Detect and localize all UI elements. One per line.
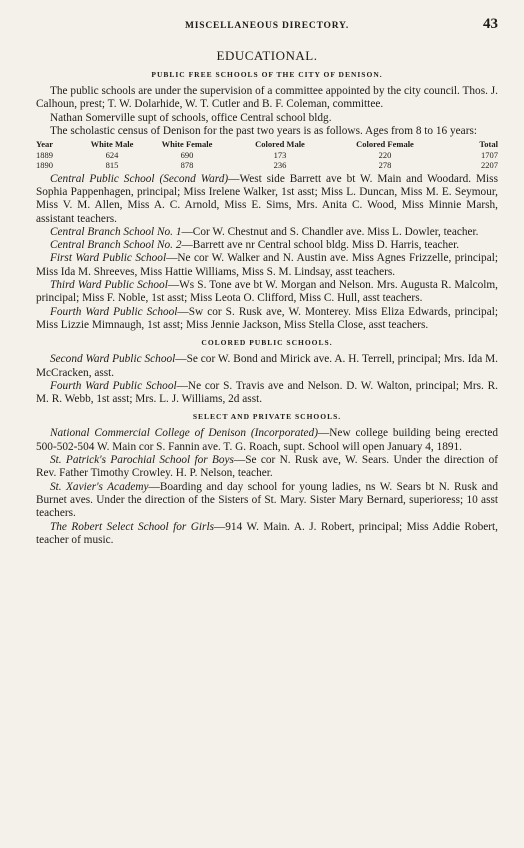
census-row — [36, 150, 498, 161]
school-name: Second Ward Public School — [50, 353, 176, 366]
census-header-white-female: White Female — [161, 139, 213, 150]
public-schools-intro: The public schools are under the supervision of a committee appointed by the city council. Thos. J. Calhoun, prest; T. W. Dolarhide, W. T. Cutler and B. F. Coleman, committee. — [36, 85, 498, 111]
school-entry — [36, 306, 498, 333]
school-details: —Boarding and day school for young ladies, ns W. Sears bt N. Rusk and Burnet aves. Under the direction of the Sisters of St. Mary. Sister Mary Bernard, superioress; 10 asst teachers. — [36, 480, 498, 520]
school-name: Central Public School (Second Ward) — [50, 172, 229, 185]
school-entry — [36, 239, 498, 252]
school-details: —Cor W. Chestnut and S. Chandler ave. Miss L. Dowler, teacher. — [181, 225, 479, 238]
census-cell: 1889 — [36, 149, 53, 160]
school-name: Central Branch School No. 1 — [50, 225, 182, 238]
school-details: —West side Barrett ave bt W. Main and Woodard. Miss Sophia Pappenhagen, principal; Miss Irelene Walker, 1st asst; Miss L. Duncan, Miss M. E. Seymour, Miss V. M. Allen, Miss A. C. Arnold, Miss E. Sims, Mrs. Anita C. Wood, Miss Minnie Marsh, assistant teachers. — [36, 172, 498, 225]
school-entry — [36, 427, 498, 454]
census-header-colored-female: Colored Female — [356, 139, 414, 150]
school-entry — [36, 481, 498, 521]
school-name: Third Ward Public School — [50, 279, 168, 292]
school-entry — [36, 380, 498, 407]
section-heading-private-schools: SELECT AND PRIVATE SCHOOLS. — [192, 412, 342, 422]
school-details: —New college building being erected 500-502-504 W. Main cor S. Fannin ave. T. G. Roach, supt. School will open January 4, 1891. — [36, 427, 498, 453]
school-name: St. Patrick's Parochial School for Boys — [50, 454, 234, 467]
school-details: —Ne cor W. Walker and N. Austin ave. Miss Agnes Frizzelle, principal; Miss Ida M. Shreeves, Miss Hattie Williams, Miss S. M. Lindsay, asst teachers. — [36, 252, 498, 278]
section-heading-colored-schools: COLORED PUBLIC SCHOOLS. — [201, 338, 333, 348]
school-name: Fourth Ward Public School — [50, 305, 178, 318]
school-details: —Se cor W. Bond and Mirick ave. A. H. Terrell, principal; Mrs. Ida M. McCracken, asst. — [36, 353, 499, 379]
census-header-row — [36, 139, 498, 150]
school-name: First Ward Public School — [50, 252, 167, 265]
school-name: National Commercial College of Denison (Incorporated) — [50, 427, 318, 440]
school-name: The Robert Select School for Girls — [50, 520, 214, 533]
census-header-colored-male: Colored Male — [255, 139, 305, 150]
school-name: Central Branch School No. 2 — [50, 239, 182, 252]
census-header-white-male: White Male — [90, 139, 134, 150]
census-cell: 220 — [378, 149, 392, 160]
census-cell: 2207 — [481, 160, 498, 171]
census-cell: 815 — [105, 160, 119, 171]
school-entry — [36, 226, 498, 239]
running-title: MISCELLANEOUS DIRECTORY. — [184, 21, 350, 31]
section-heading-public-schools: PUBLIC FREE SCHOOLS OF THE CITY OF DENISON. — [151, 70, 383, 79]
school-details: —Ne cor S. Travis ave and Nelson. D. W. Walton, principal; Mrs. R. M. R. Webb, 1st asst; Mrs. L. J. Williams, 2d asst. — [36, 379, 498, 406]
census-table — [36, 139, 498, 171]
census-intro: The scholastic census of Denison for the past two years is as follows. Ages from 8 to 16 years: — [50, 124, 477, 137]
census-cell: 1707 — [481, 149, 498, 160]
census-cell: 278 — [378, 160, 392, 171]
school-entry — [36, 173, 498, 226]
census-cell: 690 — [180, 149, 194, 160]
school-details: —Ws S. Tone ave bt W. Morgan and Nelson. Mrs. Augusta R. Malcolm, principal; Miss F. Noble, 1st asst; Miss Leota O. Clifford, Miss C. Hull, asst teachers. — [36, 279, 498, 305]
census-cell: 1890 — [36, 160, 53, 171]
school-entry — [36, 454, 498, 481]
census-cell: 624 — [105, 149, 119, 160]
page-number: 43 — [483, 16, 498, 32]
school-details: —Sw cor S. Rusk ave, W. Monterey. Miss Eliza Edwards, principal; Miss Lizzie Mimnaugh, 1st asst; Miss Jennie Jackson, Miss Stella Close, asst teachers. — [36, 305, 498, 331]
school-entry — [36, 252, 498, 279]
school-details: —Se cor N. Rusk ave, W. Sears. Under the direction of Rev. Father Timothy Crowley. H. P. Nelson, teacher. — [36, 454, 499, 480]
school-details: —Barrett ave nr Central school bldg. Miss D. Harris, teacher. — [181, 239, 460, 252]
school-entry — [36, 353, 498, 380]
census-header-total: Total — [479, 139, 498, 150]
census-cell: 878 — [180, 160, 194, 171]
census-header-year: Year — [36, 139, 53, 150]
census-cell: 173 — [273, 149, 287, 160]
school-name: Fourth Ward Public School — [50, 379, 177, 392]
census-cell: 236 — [273, 160, 287, 171]
school-details: —914 W. Main. A. J. Robert, principal; Miss Addie Robert, teacher of music. — [36, 520, 498, 546]
school-name: St. Xavier's Academy — [50, 480, 149, 493]
school-entry — [36, 521, 498, 548]
census-row — [36, 160, 498, 171]
school-entry — [36, 279, 498, 306]
page-title: EDUCATIONAL. — [216, 48, 318, 63]
running-head — [36, 18, 498, 34]
superintendent-line: Nathan Somerville supt of schools, office Central school bldg. — [50, 111, 332, 124]
